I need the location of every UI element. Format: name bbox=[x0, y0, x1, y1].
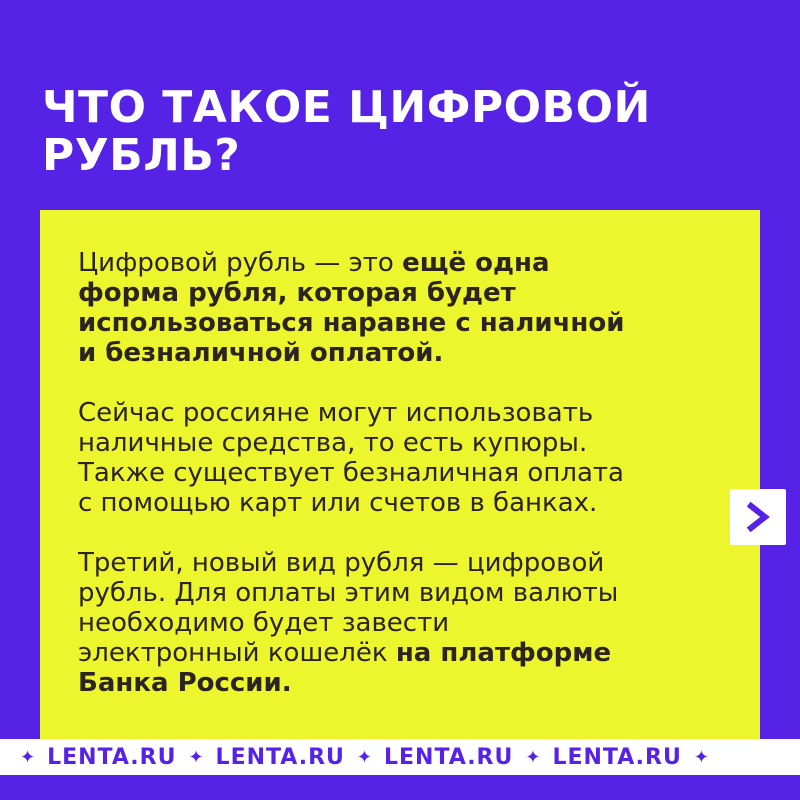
paragraph-2-line-3: Также существует безналичная оплата bbox=[78, 458, 624, 488]
paragraph-3-line-2: рубль. Для оплаты этим видом валюты bbox=[78, 578, 619, 608]
paragraph-3-line-4-text: электронный кошелёк bbox=[78, 638, 396, 668]
ticker-track bbox=[8, 739, 721, 775]
paragraph-3-line-3: необходимо будет завести bbox=[78, 608, 450, 638]
paragraph-1-line-1 bbox=[78, 248, 738, 278]
content-card bbox=[40, 210, 760, 745]
paragraph-3-line-5: Банка России. bbox=[78, 668, 292, 698]
paragraph-2-line-4: с помощью карт или счетов в банках. bbox=[78, 488, 598, 518]
next-slide-button[interactable] bbox=[730, 489, 786, 545]
star-icon: ✦ bbox=[693, 746, 709, 768]
lenta-logo: LENTA.RU bbox=[47, 744, 177, 770]
title-line-2: РУБЛЬ? bbox=[42, 130, 241, 181]
paragraph-1-line-1-bold: ещё одна bbox=[402, 248, 550, 278]
paragraph-1-line-4: и безналичной оплатой. bbox=[78, 338, 444, 368]
lenta-logo: LENTA.RU bbox=[552, 744, 682, 770]
star-icon: ✦ bbox=[525, 746, 541, 768]
star-icon: ✦ bbox=[188, 746, 204, 768]
paragraph-2-line-1: Сейчас россияне могут использовать bbox=[78, 398, 594, 428]
star-icon: ✦ bbox=[20, 746, 36, 768]
star-icon: ✦ bbox=[356, 746, 372, 768]
paragraph-3-line-4 bbox=[78, 638, 738, 668]
paragraph-3-line-1: Третий, новый вид рубля — цифровой bbox=[78, 548, 605, 578]
title-line-1: ЧТО ТАКОЕ ЦИФРОВОЙ bbox=[42, 82, 651, 133]
paragraph-3 bbox=[78, 548, 738, 698]
paragraph-1-line-1-text: Цифровой рубль — это bbox=[78, 248, 403, 278]
paragraph-3-line-4-bold: на платформе bbox=[395, 638, 612, 668]
page-title bbox=[42, 84, 742, 180]
paragraph-1 bbox=[78, 248, 738, 368]
paragraph-2 bbox=[78, 398, 738, 518]
brand-ticker bbox=[0, 739, 800, 775]
chevron-right-icon bbox=[745, 502, 771, 532]
lenta-logo: LENTA.RU bbox=[215, 744, 345, 770]
paragraph-2-line-2: наличные средства, то есть купюры. bbox=[78, 428, 588, 458]
paragraph-1-line-3: использоваться наравне с наличной bbox=[78, 308, 625, 338]
lenta-logo: LENTA.RU bbox=[384, 744, 514, 770]
paragraph-1-line-2: форма рубля, которая будет bbox=[78, 278, 516, 308]
